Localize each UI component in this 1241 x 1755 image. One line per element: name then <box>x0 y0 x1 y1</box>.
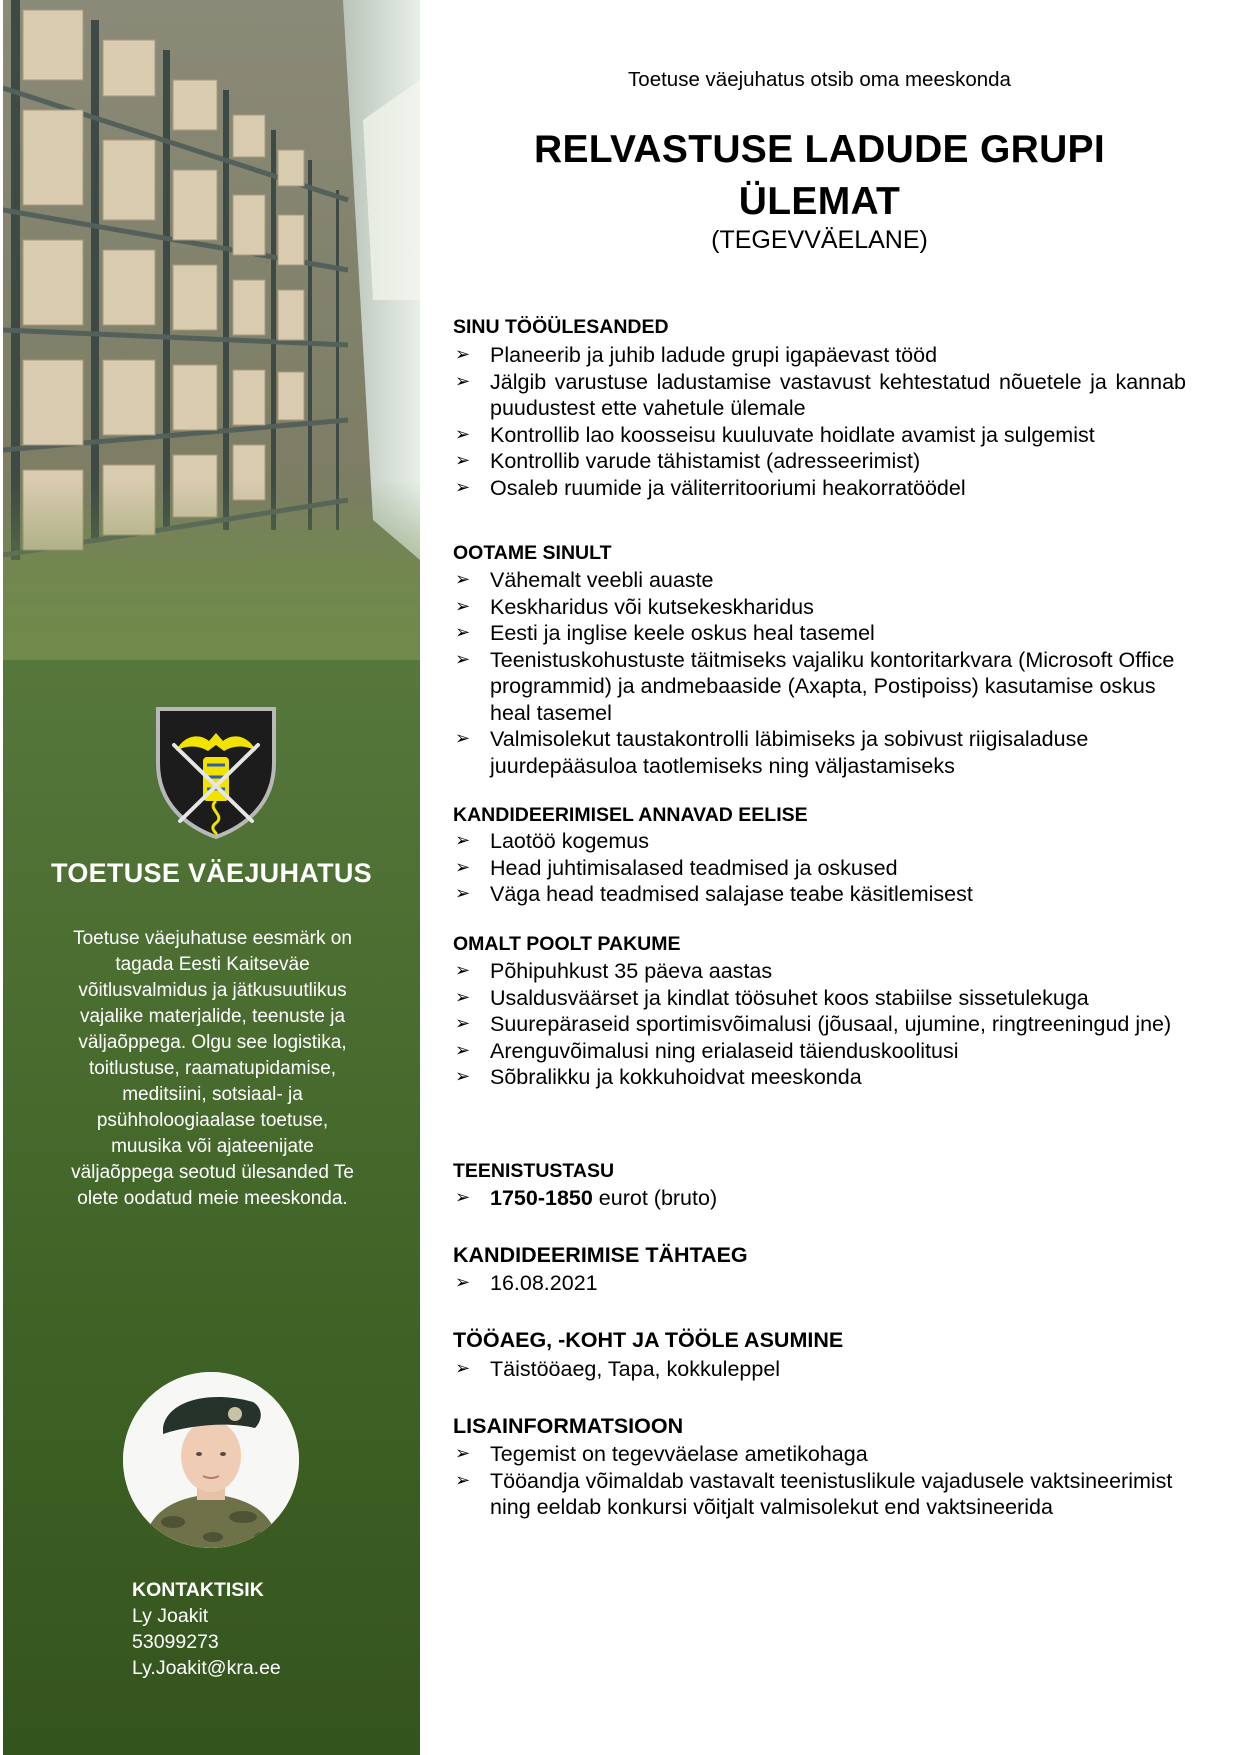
crest-emblem-icon <box>154 705 278 839</box>
arrowhead-bullet-icon: ➢ <box>455 423 471 445</box>
list-item: ➢ Planeerib ja juhib ladude grupi igapäevast tööd <box>455 343 938 367</box>
contact-phone[interactable]: 53099273 <box>132 1631 219 1653</box>
extra-list <box>453 1441 1186 1521</box>
list-item: ➢ Vähemalt veebli auaste <box>455 568 714 592</box>
contact-name: Ly Joakit <box>132 1605 209 1627</box>
section-heading-extra: LISAINFORMATSIOON <box>453 1414 684 1438</box>
list-item: ➢ Usaldusväärset ja kindlat töösuhet koos stabiilse sissetulekuga <box>455 985 1089 1010</box>
kicker-text: Toetuse väejuhatus otsib oma meeskonda <box>628 68 1011 91</box>
list-item: ➢ Suurepäraseid sportimisvõimalusi (jõusaal, ujumine, ringtreeningud jne) <box>455 1012 1172 1036</box>
list-item: ➢ Head juhtimisalased teadmised ja oskused <box>455 855 898 880</box>
list-item: ➢ Kontrollib lao koosseisu kuuluvate hoidlate avamist ja sulgemist <box>455 422 1095 447</box>
deadline-list <box>453 1270 1186 1297</box>
list-item: ➢ Laotöö kogemus <box>455 829 649 853</box>
warehouse-photo <box>3 0 420 660</box>
list-item: ➢ Osaleb ruumide ja väliterritooriumi heakorratöödel <box>455 475 966 500</box>
job-title-line-2: ÜLEMAT <box>738 180 901 223</box>
list-item: ➢ Arenguvõimalusi ning erialaseid täienduskoolitusi <box>455 1038 959 1063</box>
section-heading-offer: OMALT POOLT PAKUME <box>453 933 681 955</box>
arrowhead-bullet-icon: ➢ <box>455 1013 471 1034</box>
section-heading-worktime: TÖÖAEG, -KOHT JA TÖÖLE ASUMINE <box>453 1328 844 1352</box>
contact-portrait-photo <box>123 1372 299 1548</box>
duties-list <box>453 342 1186 501</box>
list-item: ➢ 16.08.2021 <box>455 1271 598 1295</box>
list-item: ➢ Tööandja võimaldab vastavalt teenistuslikule vajadusele vaktsineerimist ning eeldab konkursi võitjalt valmisolekut end vaktsineerida <box>455 1468 1173 1519</box>
arrowhead-bullet-icon: ➢ <box>455 1358 471 1379</box>
arrowhead-bullet-icon: ➢ <box>455 622 471 643</box>
list-item <box>453 1185 1186 1212</box>
list-item: ➢ Täistööaeg, Tapa, kokkuleppel <box>455 1357 781 1381</box>
arrowhead-bullet-icon: ➢ <box>455 1272 471 1293</box>
requirements-list <box>453 567 1186 779</box>
contact-block <box>132 1577 281 1681</box>
section-heading-advantages: KANDIDEERIMISEL ANNAVAD EELISE <box>453 804 808 826</box>
section-heading-duties: SINU TÖÖÜLESANDED <box>453 316 669 338</box>
sidebar <box>3 0 420 1755</box>
list-item: ➢ Väga head teadmised salajase teabe käsitlemisest <box>455 882 973 906</box>
salary-suffix: eurot (bruto) <box>592 1186 718 1210</box>
arrowhead-bullet-icon: ➢ <box>455 856 471 878</box>
list-item: ➢ Eesti ja inglise keele oskus heal tasemel <box>455 621 875 645</box>
arrowhead-bullet-icon: ➢ <box>455 883 471 904</box>
arrowhead-bullet-icon: ➢ <box>455 1066 471 1087</box>
list-item: ➢ Teenistuskohustuste täitmiseks vajaliku kontoritarkvara (Microsoft Office programmid) ja andmebaaside (Axapta, Postipoiss) kasutamise oskus heal tasemel <box>455 647 1175 725</box>
arrowhead-bullet-icon: ➢ <box>455 960 471 981</box>
arrowhead-bullet-icon: ➢ <box>455 595 471 617</box>
arrowhead-bullet-icon: ➢ <box>455 728 471 749</box>
job-subtitle: (TEGEVVÄELANE) <box>711 226 928 254</box>
arrowhead-bullet-icon: ➢ <box>455 370 471 392</box>
job-title <box>453 124 1186 228</box>
list-item: ➢ Valmisolekut taustakontrolli läbimiseks ja sobivust riigisaladuse juurdepääsuloa taotlemiseks ning väljastamiseks <box>455 727 1089 778</box>
list-item: ➢ Sõbralikku ja kokkuhoidvat meeskonda <box>455 1065 862 1089</box>
arrowhead-bullet-icon: ➢ <box>455 1443 471 1464</box>
arrowhead-bullet-icon: ➢ <box>455 986 471 1008</box>
offer-list <box>453 958 1186 1091</box>
list-item: ➢ Tegemist on tegevväelase ametikohaga <box>455 1442 868 1466</box>
arrowhead-bullet-icon: ➢ <box>455 1469 471 1491</box>
list-item: ➢ Jälgib varustuse ladustamise vastavust kehtestatud nõuetele ja kannab puudustest ette vahetule ülemale <box>455 369 1186 420</box>
list-item: ➢ Keskharidus või kutsekeskharidus <box>455 594 814 619</box>
worktime-list <box>453 1356 1186 1383</box>
section-heading-salary: TEENISTUSTASU <box>453 1160 615 1182</box>
arrowhead-bullet-icon: ➢ <box>455 476 471 498</box>
section-heading-requirements: OOTAME SINULT <box>453 542 612 564</box>
arrowhead-bullet-icon: ➢ <box>455 569 471 590</box>
advantages-list <box>453 828 1186 908</box>
list-item: ➢ Põhipuhkust 35 päeva aastas <box>455 959 773 983</box>
arrowhead-bullet-icon: ➢ <box>455 830 471 851</box>
contact-email[interactable]: Ly.Joakit@kra.ee <box>132 1657 281 1679</box>
arrowhead-bullet-icon: ➢ <box>455 648 471 670</box>
section-heading-deadline: KANDIDEERIMISE TÄHTAEG <box>453 1243 748 1267</box>
org-description: Toetuse väejuhatuse eesmärk on tagada Eesti Kaitseväe võitlusvalmidus ja jätkusuutlikus vajalike materjalide, teenuste ja väljaõppega. Olgu see logistika, toitlustuse, raamatupidamise, meditsiini, sotsiaal- ja psühholoogiaalase toetuse, muusika või ajateenijate väljaõppega seotud ülesanded Te olete oodatud meie meeskonda. <box>71 928 354 1209</box>
salary-amount: 1750-1850 <box>490 1186 593 1210</box>
salary-list <box>453 1185 1186 1212</box>
org-name: TOETUSE VÄEJUHATUS <box>51 858 372 888</box>
arrowhead-bullet-icon: ➢ <box>455 1039 471 1061</box>
list-item: ➢ Kontrollib varude tähistamist (adresseerimist) <box>455 449 921 473</box>
arrowhead-bullet-icon: ➢ <box>455 450 471 471</box>
arrowhead-bullet-icon: ➢ <box>455 1187 471 1208</box>
contact-label: KONTAKTISIK <box>132 1579 264 1601</box>
job-title-line-1: RELVASTUSE LADUDE GRUPI <box>534 128 1105 171</box>
arrowhead-bullet-icon: ➢ <box>455 344 471 365</box>
